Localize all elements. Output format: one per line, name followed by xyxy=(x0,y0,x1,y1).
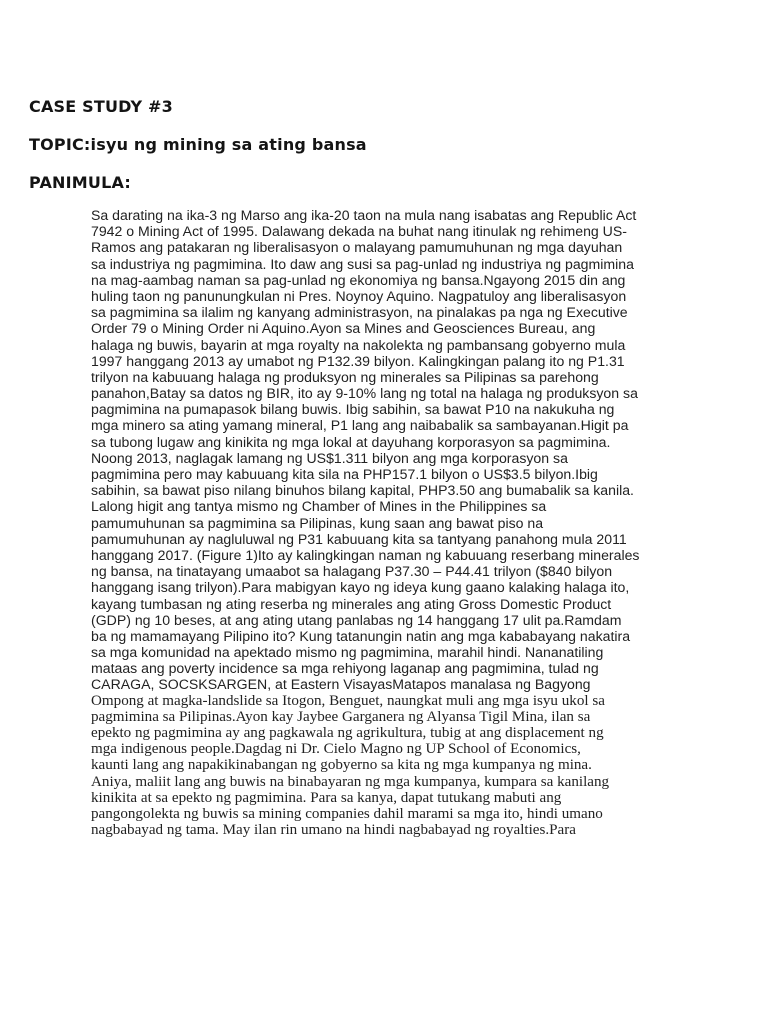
paragraph-line: sa tubong lugaw ang kinikita ng mga lokal at dayuhang korporasyon sa pagmimina. xyxy=(91,433,611,450)
paragraph-line: hanggang 2017. (Figure 1)Ito ay kalingkingan naman ng kabuuang reserbang minerales xyxy=(91,546,640,563)
paragraph-line: Ompong at magka-landslide sa Itogon, Benguet, naungkat muli ang mga isyu ukol sa xyxy=(91,692,605,709)
paragraph-line: halaga ng buwis, bayarin at mga royalty na nakolekta ng pambansang gobyerno mula xyxy=(91,336,626,353)
case-study-heading: CASE STUDY #3 xyxy=(29,97,173,116)
paragraph-line: huling taon ng panunungkulan ni Pres. Noynoy Aquino. Nagpatuloy ang liberalisasyon xyxy=(91,287,627,304)
paragraph-line: pamumuhunan sa pagmimina sa Pilipinas, kung saan ang bawat piso na xyxy=(91,514,544,531)
paragraph-line: epekto ng pagmimina ay ang pagkawala ng agrikultura, tubig at ang displacement ng xyxy=(91,725,604,741)
paragraph-line: nagbabayad ng tama. May ilan rin umano na hindi nagbabayad ng royalties.Para xyxy=(91,822,576,839)
paragraph-line: sa industriya ng pagmimina. Ito daw ang susi sa pag-unlad ng industriya ng pagmimina xyxy=(91,255,634,272)
paragraph-line: Order 79 o Mining Order ni Aquino.Ayon sa Mines and Geosciences Bureau, ang xyxy=(91,320,596,337)
paragraph-line: pangongolekta ng buwis sa mining companies dahil marami sa mga ito, hindi umano xyxy=(91,805,603,822)
paragraph-line: hanggang isang trilyon).Para mabigyan kayo ng ideya kung gaano kalaking halaga ito, xyxy=(91,579,630,596)
paragraph-line: Ramos ang patakaran ng liberalisasyon o malayang pamumuhunan ng mga dayuhan xyxy=(91,239,623,256)
paragraph-line: (GDP) ng 10 beses, at ang ating utang panlabas ng 14 hanggang 17 ulit pa.Ramdam xyxy=(91,611,622,628)
paragraph-line: sa pagmimina sa ilalim ng kanyang administrasyon, na pinalakas pa nga ng Executive xyxy=(91,304,628,321)
paragraph-line: Aniya, maliit lang ang buwis na binabayaran ng mga kumpanya, kumpara sa kanilang xyxy=(91,773,610,790)
paragraph-line: ng bansa, na tinatayang umaabot sa halagang P37.30 – P44.41 trilyon ($840 bilyon xyxy=(91,563,613,580)
paragraph-line: ba ng mamamayang Pilipino ito? Kung tatanungin natin ang mga kababayang nakatira xyxy=(91,627,631,644)
topic-heading: TOPIC:isyu ng mining sa ating bansa xyxy=(29,135,367,154)
paragraph-line: pagmimina na pumapasok bilang buwis. Ibig sabihin, sa bawat P10 na nakukuha ng xyxy=(91,401,615,418)
paragraph-line: trilyon na kabuuang halaga ng produksyon ng minerales sa Pilipinas sa parehong xyxy=(91,368,599,385)
paragraph-line: 7942 o Mining Act of 1995. Dalawang dekada na buhat nang itinulak ng rehimeng US- xyxy=(91,223,627,240)
paragraph-line: kaunti lang ang napakikinabangan ng gobyerno sa kita ng mga kumpanya ng mina. xyxy=(91,757,592,774)
paragraph-line: panahon,Batay sa datos ng BIR, ito ay 9-10% lang ng total na halaga ng produksyon sa xyxy=(91,385,638,402)
intro-heading: PANIMULA: xyxy=(29,173,131,192)
paragraph-line: sabihin, sa bawat piso nilang binuhos bilang kapital, PHP3.50 ang bumabalik sa kanila. xyxy=(91,482,634,499)
paragraph-line: na mag-aambag naman sa pag-unlad ng ekonomiya ng bansa.Ngayong 2015 din ang xyxy=(91,271,626,288)
paragraph-line: pagmimina pero may kabuuang kita sila na PHP157.1 bilyon o US$3.5 bilyon.Ibig xyxy=(91,466,598,482)
paragraph-line: pamumuhunan ay nagluluwal ng P31 kabuuang kita sa tantyang panahong mula 2011 xyxy=(91,530,627,547)
paragraph-line: Noong 2013, naglagak lamang ng US$1.311 bilyon ang mga korporasyon sa xyxy=(91,449,568,466)
paragraph-line: sa mga komunidad na apektado mismo ng pagmimina, marahil hindi. Nananatiling xyxy=(91,644,604,661)
paragraph-line: mataas ang poverty incidence sa mga rehiyong laganap ang pagmimina, tulad ng xyxy=(91,660,599,677)
body-paragraph xyxy=(91,207,731,838)
paragraph-line: 1997 hanggang 2013 ay umabot ng P132.39 bilyon. Kalingkingan palang ito ng P1.31 xyxy=(91,352,625,369)
paragraph-line: Sa darating na ika-3 ng Marso ang ika-20 taon na mula nang isabatas ang Republic Act xyxy=(91,207,637,223)
paragraph-line: kinikita at sa epekto ng pagmimina. Para sa kanya, dapat tutukang mabuti ang xyxy=(91,789,562,806)
paragraph-line: Lalong higit ang tantya mismo ng Chamber of Mines in the Philippines sa xyxy=(91,498,547,515)
paragraph-line: mga indigenous people.Dagdag ni Dr. Cielo Magno ng UP School of Economics, xyxy=(91,741,581,758)
paragraph-line: CARAGA, SOCSKSARGEN, at Eastern VisayasMatapos manalasa ng Bagyong xyxy=(91,676,591,693)
paragraph-line: pagmimina sa Pilipinas.Ayon kay Jaybee Garganera ng Alyansa Tigil Mina, ilan sa xyxy=(91,708,591,725)
paragraph-line: mga minero sa ating yamang mineral, P1 lang ang naibabalik sa sambayanan.Higit pa xyxy=(91,417,629,434)
paragraph-line: kayang tumbasan ng ating reserba ng minerales ang ating Gross Domestic Product xyxy=(91,595,612,612)
